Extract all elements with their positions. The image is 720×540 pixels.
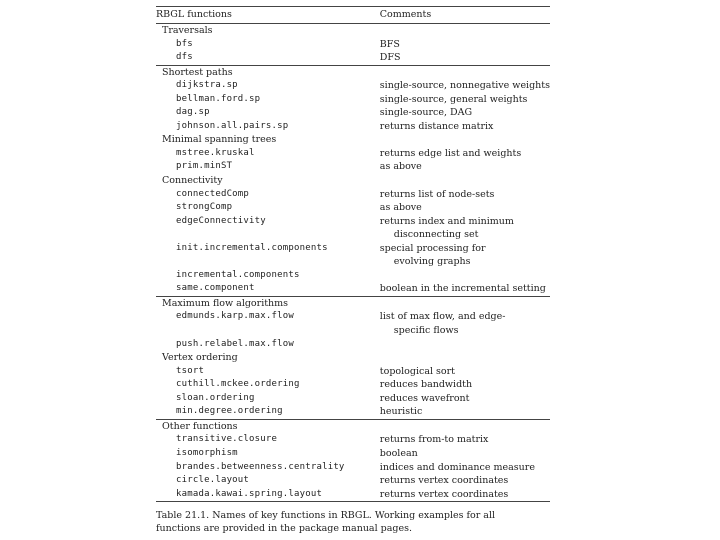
category-row xyxy=(156,133,550,147)
table-row xyxy=(156,147,550,161)
comment-text: boolean in the incremental setting xyxy=(379,283,546,295)
comment-text: single-source, DAG xyxy=(379,107,473,119)
function-comment xyxy=(380,269,550,283)
category-label: Vertex ordering xyxy=(162,352,238,364)
table-row xyxy=(156,188,550,202)
table-row xyxy=(156,474,550,488)
function-comment xyxy=(380,38,550,52)
comment-text: reduces wavefront xyxy=(379,392,470,404)
category-label: Traversals xyxy=(162,25,213,36)
table-row xyxy=(156,447,550,461)
comment-text: list of max flow, and edge- xyxy=(379,311,506,323)
function-name: prim.minST xyxy=(176,161,233,172)
table-group xyxy=(156,65,550,296)
comment-text: returns index and minimum xyxy=(379,215,514,227)
comment-text: returns vertex coordinates xyxy=(379,488,509,500)
comment-text: DFS xyxy=(379,52,401,64)
function-name: push.relabel.max.flow xyxy=(176,338,294,349)
comment-continuation: evolving graphs xyxy=(393,256,471,268)
function-comment xyxy=(380,405,550,419)
function-name: init.incremental.components xyxy=(176,242,328,253)
table-row xyxy=(156,79,550,93)
function-name: dag.sp xyxy=(176,107,210,118)
category-row xyxy=(156,65,550,79)
function-name: sloan.ordering xyxy=(176,392,255,403)
function-comment xyxy=(380,188,550,202)
function-name: brandes.betweenness.centrality xyxy=(176,461,345,472)
comment-text: as above xyxy=(379,202,422,214)
table-row xyxy=(156,106,550,120)
table-group xyxy=(156,419,550,501)
table-row xyxy=(156,433,550,447)
function-comment xyxy=(380,106,550,120)
comment-text: indices and dominance measure xyxy=(379,461,535,473)
function-comment xyxy=(380,365,550,379)
category-row xyxy=(156,296,550,310)
document-page xyxy=(156,6,550,535)
function-name: transitive.closure xyxy=(176,434,278,445)
function-name: tsort xyxy=(176,365,205,376)
comment-text: returns from-to matrix xyxy=(379,434,489,446)
function-name: connectedComp xyxy=(176,188,250,199)
function-comment xyxy=(380,433,550,447)
function-comment xyxy=(380,310,550,337)
column-header-functions: RBGL functions xyxy=(156,7,380,24)
table-row xyxy=(156,93,550,107)
comment-text: heuristic xyxy=(379,406,423,418)
comment-text: topological sort xyxy=(379,365,455,377)
function-comment xyxy=(380,338,550,352)
function-name: mstree.kruskal xyxy=(176,147,255,158)
comment-text: returns list of node-sets xyxy=(379,188,495,200)
table-caption: Table 21.1. Names of key functions in RBGL. Working examples for all functions are provided in the package manual pages. xyxy=(156,510,496,535)
table-row xyxy=(156,160,550,174)
comment-text: single-source, nonnegative weights xyxy=(379,80,550,92)
table-row xyxy=(156,461,550,475)
function-name: min.degree.ordering xyxy=(176,406,283,417)
function-comment xyxy=(380,51,550,65)
function-comment xyxy=(380,488,550,502)
comment-text: returns distance matrix xyxy=(379,120,494,132)
function-name: bfs xyxy=(176,38,193,49)
table-row xyxy=(156,215,550,242)
table-row xyxy=(156,405,550,419)
function-name: same.component xyxy=(176,283,255,294)
comment-continuation: disconnecting set xyxy=(393,229,479,241)
comment-text: returns vertex coordinates xyxy=(379,475,509,487)
table-row xyxy=(156,269,550,283)
comment-text: as above xyxy=(379,161,422,173)
table-row xyxy=(156,378,550,392)
function-comment xyxy=(380,461,550,475)
function-name: circle.layout xyxy=(176,475,250,486)
function-comment xyxy=(380,474,550,488)
function-name: bellman.ford.sp xyxy=(176,93,261,104)
table-row xyxy=(156,242,550,269)
rbgl-functions-table xyxy=(156,6,550,502)
function-comment xyxy=(380,79,550,93)
comment-text: reduces bandwidth xyxy=(379,379,473,391)
category-label: Connectivity xyxy=(162,175,223,187)
table-row xyxy=(156,310,550,337)
category-label: Shortest paths xyxy=(162,66,233,78)
function-name: cuthill.mckee.ordering xyxy=(176,379,300,390)
table-row xyxy=(156,282,550,296)
function-name: kamada.kawai.spring.layout xyxy=(176,488,323,499)
comment-continuation: specific flows xyxy=(393,325,459,337)
table-row xyxy=(156,38,550,52)
function-name: dfs xyxy=(176,52,193,63)
function-name: incremental.components xyxy=(176,269,300,280)
function-comment xyxy=(380,160,550,174)
category-row xyxy=(156,351,550,365)
function-comment xyxy=(380,215,550,242)
function-name: edgeConnectivity xyxy=(176,215,266,226)
category-row xyxy=(156,419,550,433)
comment-text: boolean xyxy=(379,447,418,459)
function-comment xyxy=(380,93,550,107)
table-row xyxy=(156,201,550,215)
function-name: edmunds.karp.max.flow xyxy=(176,311,294,322)
category-label: Minimal spanning trees xyxy=(162,134,277,146)
comment-text: BFS xyxy=(379,38,400,50)
function-comment xyxy=(380,447,550,461)
table-row xyxy=(156,338,550,352)
table-row xyxy=(156,488,550,502)
category-row xyxy=(156,174,550,188)
function-comment xyxy=(380,120,550,134)
table-group xyxy=(156,24,550,66)
table-header-row xyxy=(156,7,550,24)
comment-text: returns edge list and weights xyxy=(379,147,522,159)
category-label: Other functions xyxy=(162,420,238,432)
comment-text: special processing for xyxy=(379,242,486,254)
table-group xyxy=(156,296,550,419)
category-row xyxy=(156,24,550,38)
function-comment xyxy=(380,147,550,161)
table-row xyxy=(156,392,550,406)
table-row xyxy=(156,51,550,65)
column-header-comments: Comments xyxy=(380,7,550,24)
function-comment xyxy=(380,378,550,392)
function-comment xyxy=(380,282,550,296)
function-name: johnson.all.pairs.sp xyxy=(176,120,289,131)
function-comment xyxy=(380,201,550,215)
function-name: strongComp xyxy=(176,202,233,213)
comment-text: single-source, general weights xyxy=(379,93,528,105)
function-name: isomorphism xyxy=(176,447,238,458)
table-row xyxy=(156,365,550,379)
table-row xyxy=(156,120,550,134)
category-label: Maximum flow algorithms xyxy=(162,297,289,309)
function-comment xyxy=(380,242,550,269)
function-comment xyxy=(380,392,550,406)
function-name: dijkstra.sp xyxy=(176,80,238,91)
